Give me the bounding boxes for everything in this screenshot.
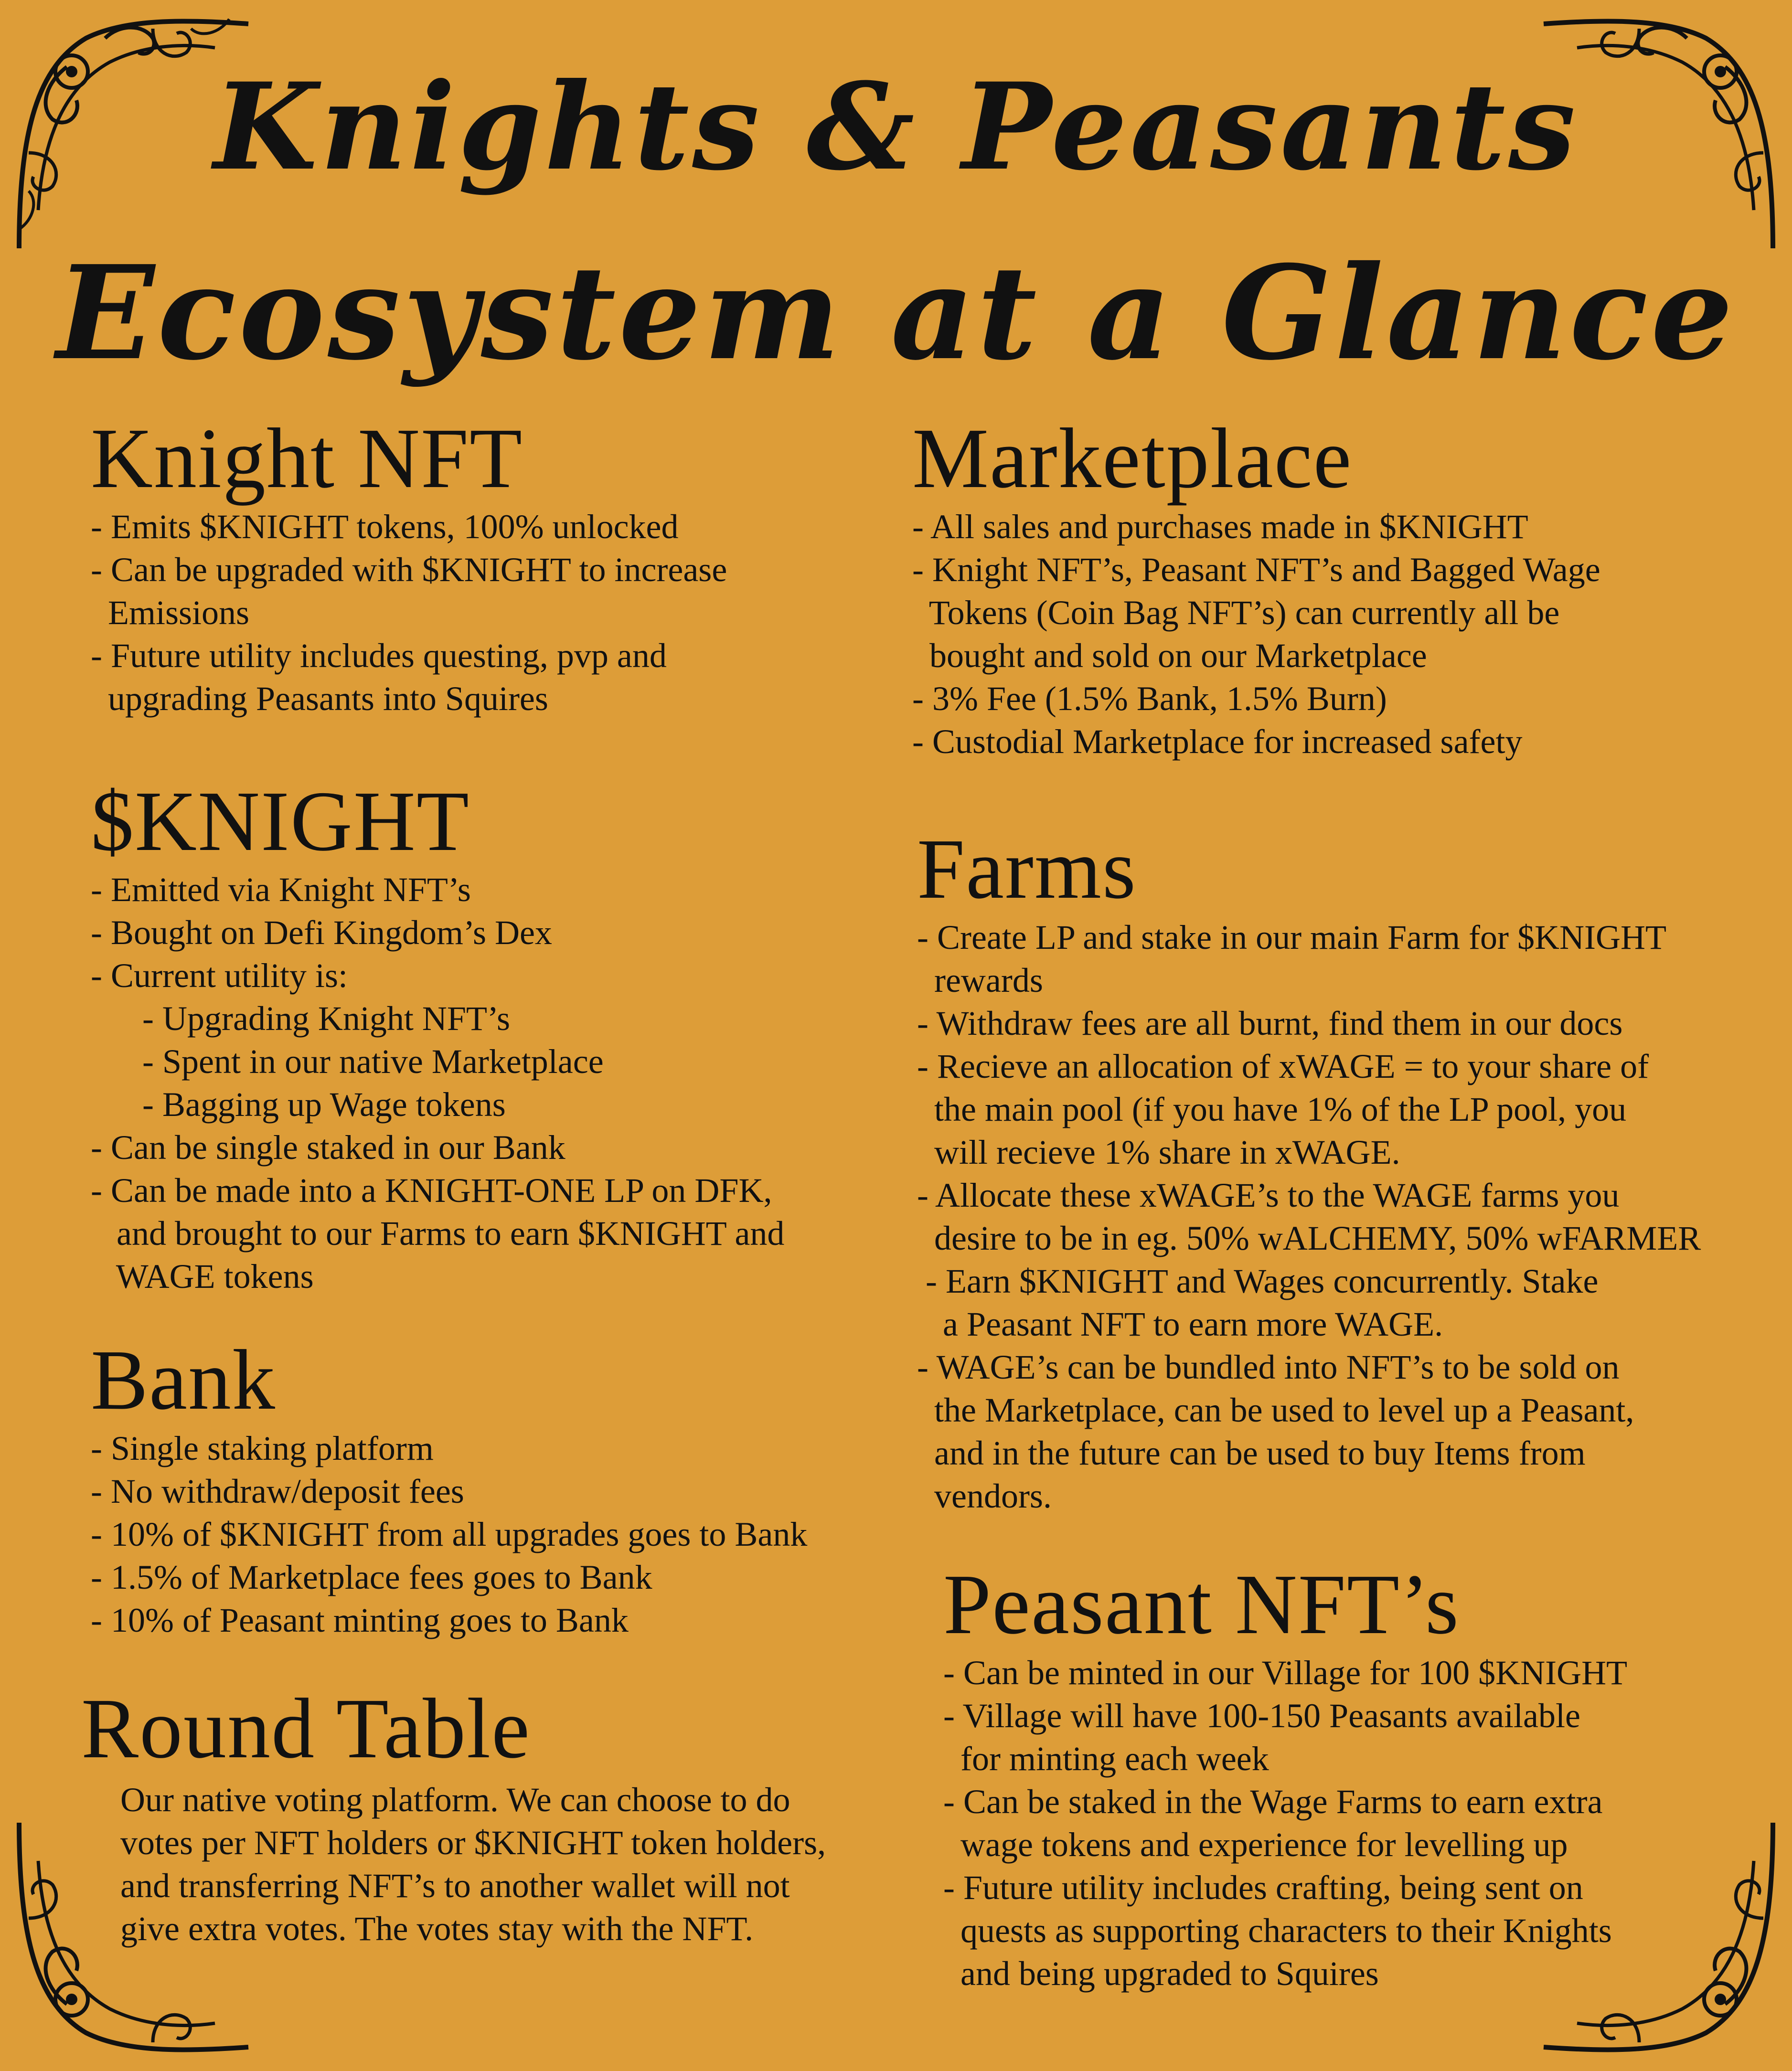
list-item: and in the future can be used to buy Items from [917, 1434, 1586, 1472]
section-paragraph [120, 1778, 826, 1950]
list-item: vendors. [917, 1477, 1052, 1515]
list-item: and being upgraded to Squires [943, 1954, 1379, 1993]
list-item: - Can be made into a KNIGHT-ONE LP on DFK, [91, 1171, 772, 1210]
section-list [91, 505, 727, 720]
paragraph-line: and transferring NFT’s to another wallet will not [120, 1867, 790, 1905]
section-heading: Peasant NFT’s [943, 1557, 1460, 1652]
list-item: - Can be minted in our Village for 100 $KNIGHT [943, 1654, 1628, 1692]
list-item: the Marketplace, can be used to level up a Peasant, [917, 1391, 1634, 1429]
list-item: - Emits $KNIGHT tokens, 100% unlocked [91, 508, 679, 546]
list-item: - Single staking platform [91, 1429, 434, 1467]
list-item: - Bagging up Wage tokens [91, 1085, 506, 1124]
list-item: bought and sold on our Marketplace [912, 637, 1427, 675]
list-item: Tokens (Coin Bag NFT’s) can currently all be [912, 594, 1560, 632]
list-item: - 10% of $KNIGHT from all upgrades goes to Bank [91, 1515, 808, 1553]
section-list [917, 916, 1701, 1518]
section-heading: Marketplace [912, 411, 1353, 506]
section-heading: Farms [917, 821, 1137, 916]
list-item: - Can be single staked in our Bank [91, 1128, 565, 1167]
list-item: for minting each week [943, 1740, 1269, 1778]
list-item: a Peasant NFT to earn more WAGE. [917, 1305, 1443, 1343]
list-item: and brought to our Farms to earn $KNIGHT and [91, 1214, 785, 1253]
list-item: - Custodial Marketplace for increased safety [912, 722, 1523, 761]
section-peasant-nft [943, 1557, 1628, 1995]
section-knight-token [91, 774, 785, 1298]
section-knight-nft [91, 411, 727, 720]
list-item: - Bought on Defi Kingdom’s Dex [91, 913, 552, 952]
list-item: - Earn $KNIGHT and Wages concurrently. Stake [917, 1262, 1599, 1300]
list-item: - WAGE’s can be bundled into NFT’s to be sold on [917, 1348, 1620, 1386]
section-list [912, 505, 1600, 763]
section-list [91, 868, 784, 1298]
paragraph-line: Our native voting platform. We can choose to do [120, 1781, 790, 1819]
section-list [943, 1651, 1627, 1995]
list-item: - Can be staked in the Wage Farms to earn extra [943, 1783, 1603, 1821]
page-title-line-1: Knights & Peasants [213, 56, 1579, 197]
list-item: - Upgrading Knight NFT’s [91, 999, 510, 1038]
list-item: - Create LP and stake in our main Farm for $KNIGHT [917, 918, 1666, 956]
list-item: - 3% Fee (1.5% Bank, 1.5% Burn) [912, 680, 1387, 718]
list-item: Emissions [91, 594, 250, 632]
list-item: - No withdraw/deposit fees [91, 1472, 464, 1510]
list-item: - Village will have 100-150 Peasants available [943, 1697, 1580, 1735]
list-item: - Future utility includes crafting, being sent on [943, 1869, 1583, 1907]
list-item: - Knight NFT’s, Peasant NFT’s and Bagged Wage [912, 551, 1600, 589]
paragraph-line: give extra votes. The votes stay with the NFT. [120, 1910, 754, 1948]
list-item: - All sales and purchases made in $KNIGHT [912, 508, 1528, 546]
section-list [91, 1427, 807, 1642]
list-item: upgrading Peasants into Squires [91, 680, 548, 718]
list-item: - Current utility is: [91, 956, 348, 995]
list-item: wage tokens and experience for levelling up [943, 1826, 1568, 1864]
list-item: - Withdraw fees are all burnt, find them in our docs [917, 1004, 1623, 1042]
section-marketplace [912, 411, 1600, 763]
list-item: - Emitted via Knight NFT’s [91, 871, 471, 909]
list-item: - Future utility includes questing, pvp and [91, 637, 667, 675]
section-heading: Knight NFT [91, 411, 523, 506]
list-item: the main pool (if you have 1% of the LP pool, you [917, 1090, 1627, 1128]
section-bank [91, 1332, 808, 1642]
page-title-line-2: Ecosystem at a Glance [56, 237, 1736, 389]
list-item: quests as supporting characters to their Knights [943, 1912, 1612, 1950]
section-round-table [81, 1681, 826, 1950]
list-item: - Recieve an allocation of xWAGE = to your share of [917, 1047, 1649, 1085]
section-heading: Round Table [81, 1681, 531, 1776]
section-farms [917, 821, 1701, 1518]
list-item: - 1.5% of Marketplace fees goes to Bank [91, 1558, 652, 1596]
list-item: - Can be upgraded with $KNIGHT to increase [91, 551, 727, 589]
list-item: - 10% of Peasant minting goes to Bank [91, 1601, 629, 1639]
list-item: - Allocate these xWAGE’s to the WAGE farms you [917, 1176, 1620, 1214]
list-item: will recieve 1% share in xWAGE. [917, 1133, 1400, 1171]
section-heading: Bank [91, 1332, 276, 1427]
list-item: WAGE tokens [91, 1257, 314, 1296]
list-item: desire to be in eg. 50% wALCHEMY, 50% wFARMER [917, 1219, 1701, 1257]
paragraph-line: votes per NFT holders or $KNIGHT token holders, [120, 1824, 826, 1862]
list-item: - Spent in our native Marketplace [91, 1042, 604, 1081]
list-item: rewards [917, 961, 1043, 999]
section-heading: $KNIGHT [91, 774, 470, 869]
